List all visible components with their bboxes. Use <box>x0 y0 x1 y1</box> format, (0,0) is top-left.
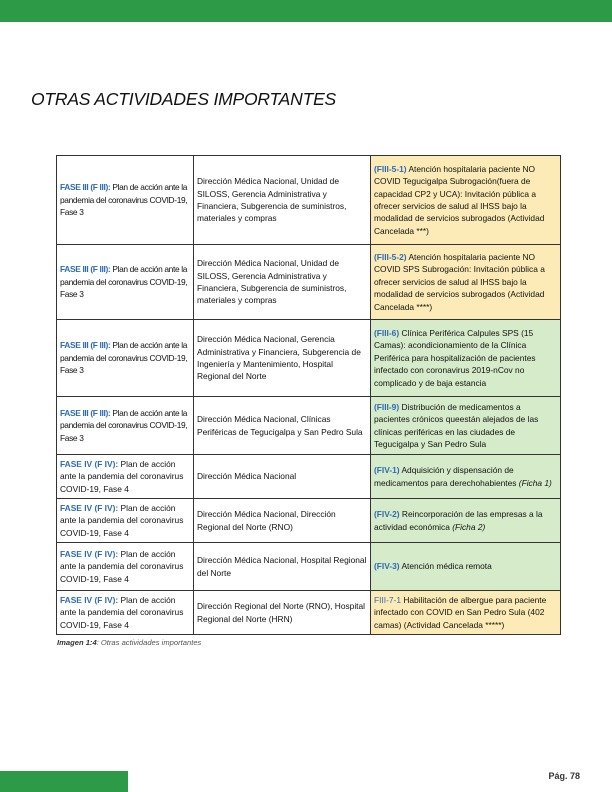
footer-green-bar <box>0 771 128 792</box>
phase-text: Plan de acción ante la pandemia del coronavirus COVID-19, Fase 4 <box>60 548 184 584</box>
activity-cell <box>371 499 561 543</box>
table-row <box>57 245 561 320</box>
activities-table <box>56 155 561 635</box>
phase-cell <box>57 397 194 455</box>
responsible-text: Dirección Médica Nacional, Dirección Regional del Norte (RNO) <box>197 509 336 532</box>
figure-caption <box>57 638 201 647</box>
table-row <box>57 591 561 635</box>
activity-code: (FIII-9) <box>374 401 400 412</box>
table-row <box>57 397 561 455</box>
activity-text: Atención médica remota <box>399 561 492 572</box>
phase-code: FASE IV (F IV): <box>60 458 119 469</box>
responsible-cell <box>194 397 371 455</box>
table-row <box>57 156 561 245</box>
responsible-text: Dirección Médica Nacional, Gerencia Administrativa y Financiera, Subgerencia de Ingeniería y Mantenimiento, Hospital Regional del Norte <box>197 334 361 382</box>
phase-text: Plan de acción ante la pandemia del coronavirus COVID-19, Fase 4 <box>60 594 184 630</box>
activity-cell <box>371 543 561 591</box>
activity-text: Atención hospitalaria paciente NO COVID Tegucigalpa Subrogación(fuera de capacidad CP2 y UCA): Invitación pública a ofrecer servicios de salud al IHSS bajo la modalidad de servicios subrogados (Actividad Cancelada ***) <box>374 163 545 236</box>
page-number: Pág. 78 <box>548 771 580 781</box>
phase-text: Plan de acción ante la pandemia del coronavirus COVID-19, Fase 3 <box>60 407 188 443</box>
responsible-cell <box>194 156 371 245</box>
phase-code: FASE IV (F IV): <box>60 548 119 559</box>
header-green-bar <box>0 0 612 22</box>
responsible-cell <box>194 543 371 591</box>
activity-cell <box>371 320 561 397</box>
phase-cell <box>57 455 194 499</box>
responsible-cell <box>194 455 371 499</box>
table-row <box>57 499 561 543</box>
phase-code: FASE III (F III): <box>60 182 111 193</box>
activity-text: Atención hospitalaria paciente NO COVID SPS Subrogación: Invitación pública a ofrecer servicios de salud al IHSS bajo la modalidad de servicios subrogados (Actividad Cancelada ****) <box>374 251 545 312</box>
phase-code: FASE III (F III): <box>60 340 111 351</box>
table-row <box>57 543 561 591</box>
phase-code: FASE III (F III): <box>60 407 111 418</box>
phase-code: FASE III (F III): <box>60 264 111 275</box>
section-heading: OTRAS ACTIVIDADES IMPORTANTES <box>31 89 337 109</box>
phase-code: FASE IV (F IV): <box>60 594 119 605</box>
phase-cell <box>57 499 194 543</box>
activity-note: (Ficha 2) <box>452 521 486 532</box>
responsible-cell <box>194 245 371 320</box>
phase-cell <box>57 543 194 591</box>
responsible-text: Dirección Médica Nacional, Unidad de SILOSS, Gerencia Administrativa y Financiera, Subgerencia de suministros, materiales y compras <box>197 258 347 306</box>
activity-cell <box>371 455 561 499</box>
activity-text: Habilitación de albergue para paciente infectado con COVID en San Pedro Sula (402 camas) (Actividad Cancelada *****) <box>374 594 547 630</box>
responsible-cell <box>194 320 371 397</box>
phase-text: Plan de acción ante la pandemia del coronavirus COVID-19, Fase 3 <box>60 264 188 300</box>
responsible-text: Dirección Médica Nacional, Unidad de SILOSS, Gerencia Administrativa y Financiera, Subgerencia de suministros, materiales y compras <box>197 176 347 224</box>
phase-text: Plan de acción ante la pandemia del coronavirus COVID-19, Fase 3 <box>60 182 188 218</box>
activity-code: FIII-7-1 <box>374 594 401 605</box>
caption-label: Imagen 1:4 <box>57 638 97 647</box>
phase-text: Plan de acción ante la pandemia del coronavirus COVID-19, Fase 4 <box>60 502 184 538</box>
activity-code: (FIV-3) <box>374 561 400 572</box>
responsible-text: Dirección Regional del Norte (RNO), Hospital Regional del Norte (HRN) <box>197 601 366 624</box>
activity-code: (FIII-5-1) <box>374 163 407 174</box>
activity-code: (FIII-6) <box>374 327 400 338</box>
activity-code: (FIII-5-2) <box>374 251 407 262</box>
activity-text: Reincorporación de las empresas a la actividad económica <box>374 509 543 532</box>
activity-note: (Ficha 1) <box>518 477 552 488</box>
table-row <box>57 455 561 499</box>
phase-code: FASE IV (F IV): <box>60 502 119 513</box>
activity-text: Distribución de medicamentos a pacientes crónicos queestán alejados de las clínicas periféricas en las ciudades de Tegucigalpa y San Pedro Sula <box>374 401 539 449</box>
phase-cell <box>57 245 194 320</box>
phase-cell <box>57 156 194 245</box>
caption-text: : Otras actividades importantes <box>96 638 202 647</box>
phase-text: Plan de acción ante la pandemia del coronavirus COVID-19, Fase 4 <box>60 458 184 494</box>
responsible-text: Dirección Médica Nacional, Clínicas Periféricas de Tegucigalpa y San Pedro Sula <box>197 414 363 437</box>
activities-table-body <box>57 156 561 635</box>
responsible-text: Dirección Médica Nacional, Hospital Regional del Norte <box>197 555 367 578</box>
responsible-cell <box>194 499 371 543</box>
activity-text: Adquisición y dispensación de medicamentos para derechohabientes <box>374 465 519 488</box>
activity-cell <box>371 156 561 245</box>
phase-cell <box>57 591 194 635</box>
activity-cell <box>371 245 561 320</box>
activity-cell <box>371 397 561 455</box>
activity-code: (FIV-1) <box>374 465 400 476</box>
activity-code: (FIV-2) <box>374 509 400 520</box>
phase-text: Plan de acción ante la pandemia del coronavirus COVID-19, Fase 3 <box>60 340 188 376</box>
phase-cell <box>57 320 194 397</box>
table-row <box>57 320 561 397</box>
responsible-text: Dirección Médica Nacional <box>197 471 297 482</box>
activity-cell <box>371 591 561 635</box>
responsible-cell <box>194 591 371 635</box>
activity-text: Clínica Periférica Calpules SPS (15 Camas): acondicionamiento de la Clínica Periférica para hospitalización de pacientes infectado con coronavirus 2019-nCov no complicado y de baja estancia <box>374 327 536 388</box>
